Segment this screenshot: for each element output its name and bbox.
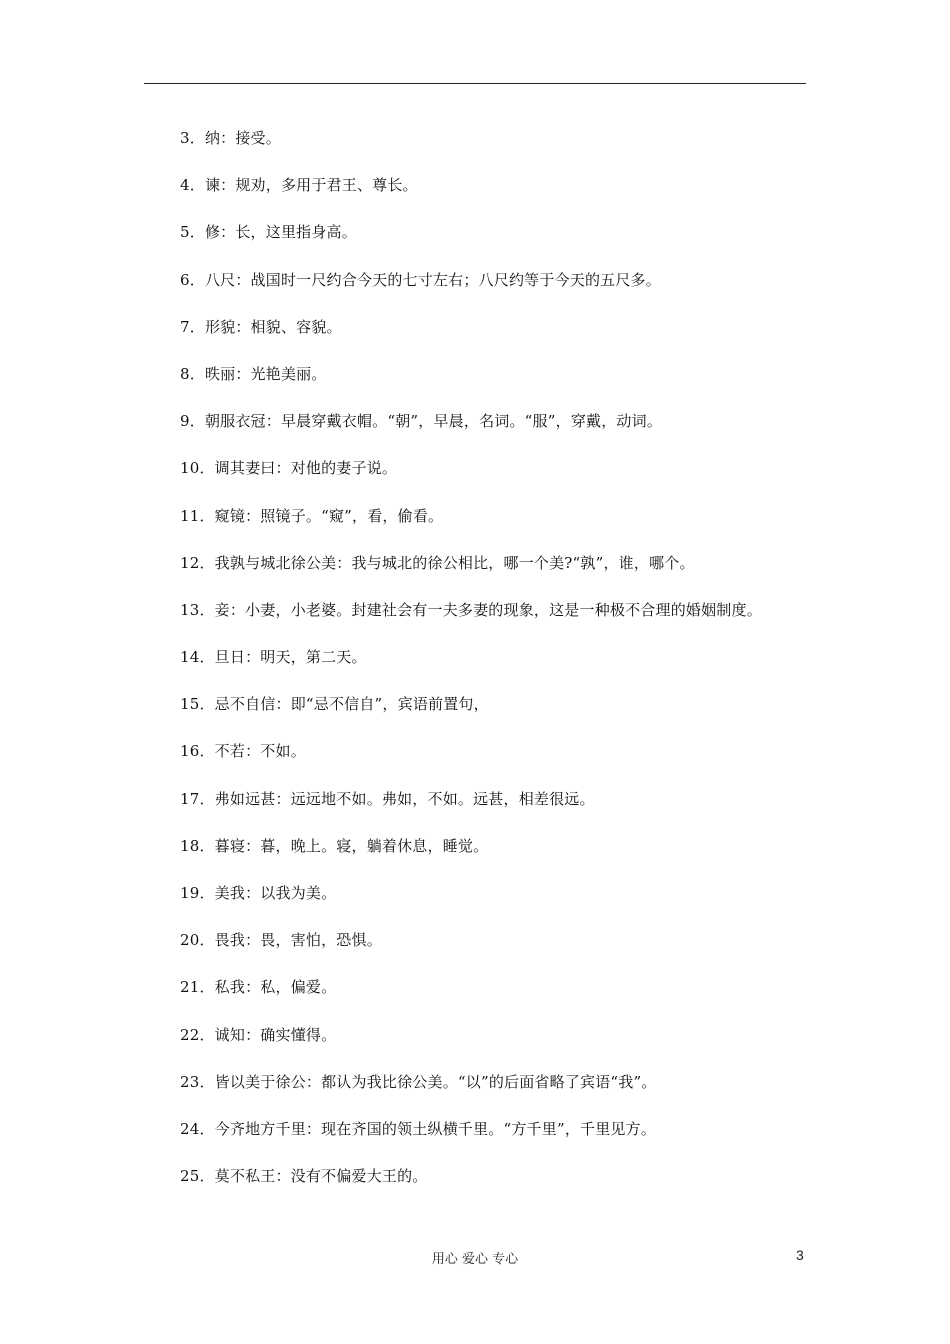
- annotation-item: 16．不若：不如。: [180, 742, 306, 761]
- annotation-item: 22．诚知：确实懂得。: [180, 1025, 337, 1044]
- page-number: 3: [796, 1247, 804, 1263]
- annotation-item: 23．皆以美于徐公：都认为我比徐公美。“以”的后面省略了宾语“我”。: [180, 1072, 657, 1091]
- annotation-item: 8．昳丽：光艳美丽。: [180, 364, 327, 383]
- annotation-item: 7．形貌：相貌、容貌。: [180, 317, 342, 336]
- header-rule: [144, 83, 806, 84]
- annotation-item: 19．美我：以我为美。: [180, 884, 337, 902]
- annotation-item: 12．我孰与城北徐公美：我与城北的徐公相比，哪一个美?“孰”，谁，哪个。: [180, 553, 695, 572]
- annotation-item: 14．旦日：明天，第二天。: [180, 648, 367, 667]
- annotation-item: 10．调其妻曰：对他的妻子说。: [180, 459, 398, 478]
- annotation-item: 9．朝服衣冠：早晨穿戴衣帽。“朝”，早晨，名词。“服”，穿戴，动词。: [180, 412, 663, 431]
- annotation-item: 13．妾：小妻，小老婆。封建社会有一夫多妻的现象，这是一种极不合理的婚姻制度。: [180, 600, 762, 619]
- annotation-item: 24．今齐地方千里：现在齐国的领土纵横千里。“方千里”，千里见方。: [180, 1119, 657, 1138]
- annotation-list: [180, 128, 820, 1213]
- annotation-item: 11．窥镜：照镜子。“窥”，看，偷看。: [180, 506, 444, 525]
- annotation-item: 4．谏：规劝，多用于君王、尊长。: [180, 176, 418, 195]
- annotation-item: 15．忌不自信：即“忌不信自”，宾语前置句，: [180, 695, 489, 714]
- annotation-item: 17．弗如远甚：远远地不如。弗如，不如。远甚，相差很远。: [180, 789, 595, 808]
- annotation-item: 20．畏我：畏，害怕，恐惧。: [180, 931, 382, 950]
- annotation-item: 18．暮寝：暮，晚上。寝，躺着休息，睡觉。: [180, 836, 489, 855]
- annotation-item: 3．纳：接受。: [180, 129, 281, 147]
- annotation-item: 21．私我：私，偏爱。: [180, 978, 337, 997]
- page-footer-motto: 用心 爱心 专心: [431, 1252, 519, 1267]
- annotation-item: 6．八尺：战国时一尺约合今天的七寸左右；八尺约等于今天的五尺多。: [180, 270, 661, 289]
- annotation-item: 25．莫不私王：没有不偏爱大王的。: [180, 1167, 428, 1186]
- annotation-item: 5．修：长，这里指身高。: [180, 223, 357, 242]
